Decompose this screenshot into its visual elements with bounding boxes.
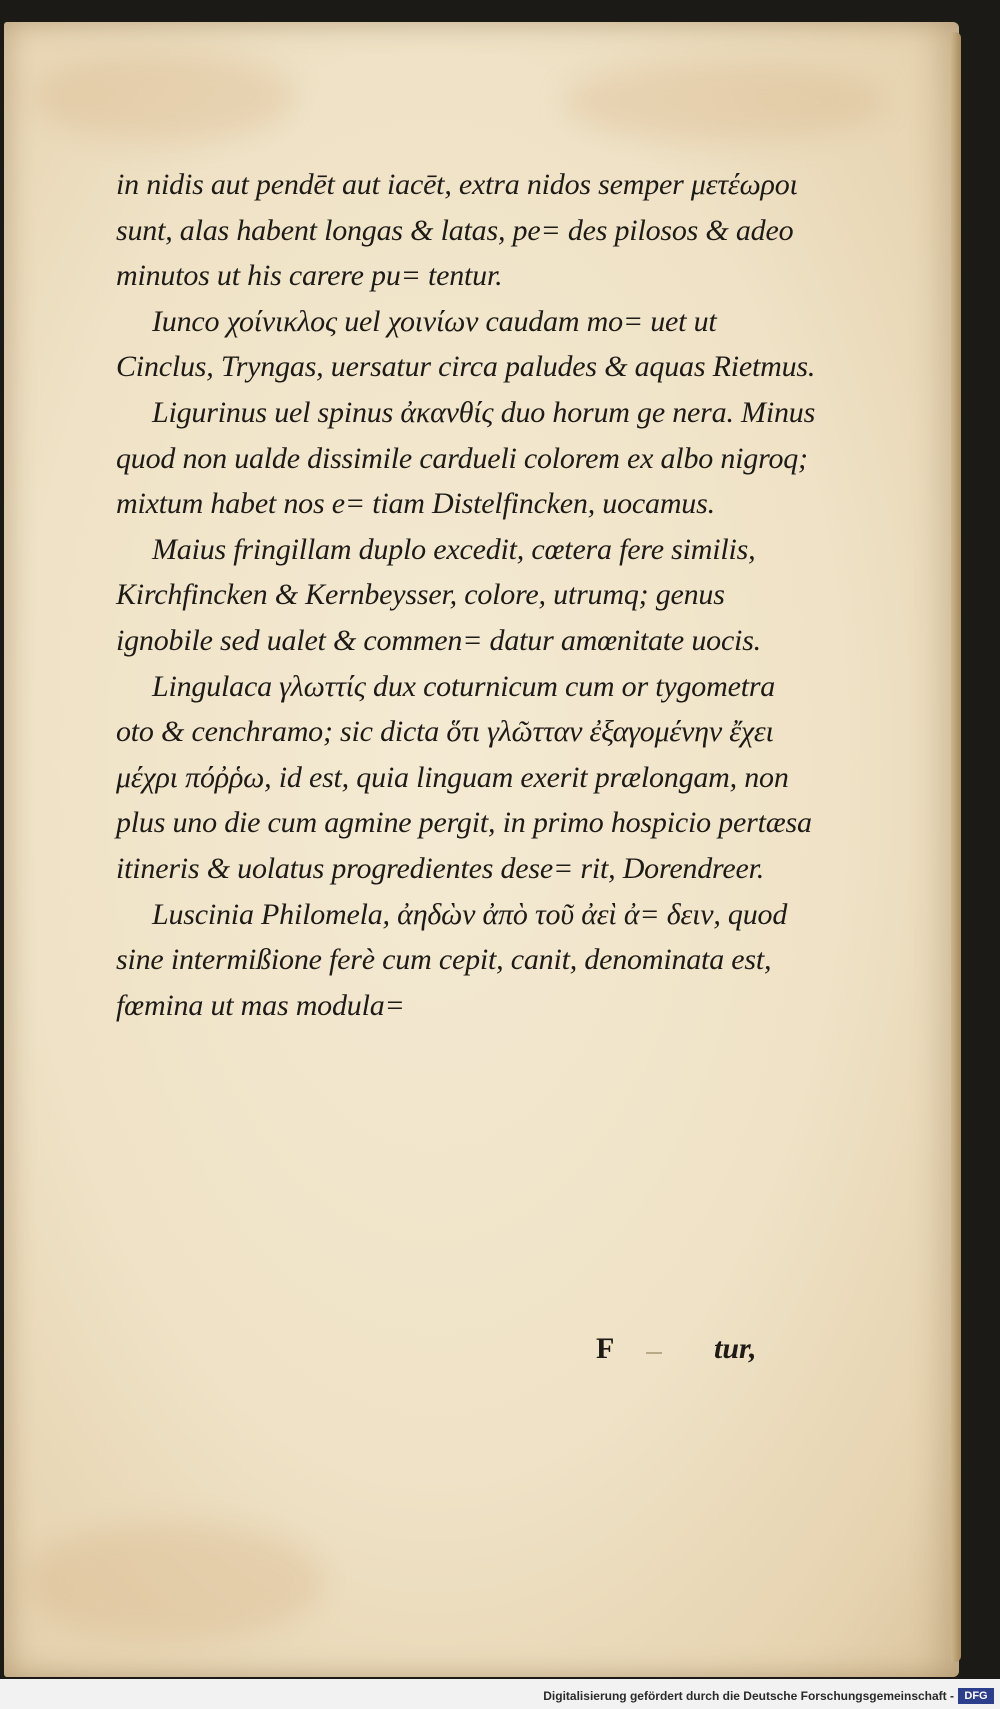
page-foot-line <box>116 1332 806 1382</box>
book-page <box>4 22 959 1677</box>
paragraph: Maius fringillam duplo excedit, cœtera fere similis, Kirchfincken & Kernbeysser, colore, utrumq; genus ignobile sed ualet & commen= datur amœnitate uocis. <box>116 532 761 657</box>
paper-stain <box>24 1522 324 1642</box>
paragraph: Ligurinus uel spinus ἀκανθίς duo horum ge nera. Minus quod non ualde dissimile cardueli colorem ex albo nigroq; mixtum habet nos e= tiam Distelfincken, uocamus. <box>116 395 816 521</box>
paragraph: Iunco χοίνικλος uel χοινίων caudam mo= uet ut Cinclus, Tryngas, uersatur circa paludes & aquas Rietmus. <box>116 304 816 384</box>
paper-stain <box>34 52 294 142</box>
paragraph: in nidis aut pendēt aut iacēt, extra nidos semper μετέωροι sunt, alas habent longas & latas, pe= des pilosos & adeo minutos ut his carere pu= tentur. <box>116 168 798 293</box>
page-edge <box>951 32 961 1662</box>
credit-bar <box>0 1679 1000 1709</box>
signature-mark: F <box>596 1332 615 1365</box>
body-text <box>116 162 816 1028</box>
separator-dash <box>646 1352 662 1354</box>
credit-text: Digitalisierung gefördert durch die Deutsche Forschungsgemeinschaft - <box>543 1689 954 1703</box>
paragraph: Lingulaca γλωττίς dux coturnicum cum or tygometra oto & cenchramo; sic dicta ὅτι γλῶτταν ἐξαγομένην ἔχει μέχρι πόῤῥω, id est, quia linguam exerit prælongam, non plus uno die cum agmine pergit, in primo hospicio pertæsa itineris & uolatus progredientes dese= rit, Dorendreer. <box>116 669 812 885</box>
paper-stain <box>564 62 884 142</box>
dfg-logo-icon: DFG <box>958 1688 994 1704</box>
paragraph: Luscinia Philomela, ἀηδὼν ἀπὸ τοῦ ἀεὶ ἀ= δειν, quod sine intermißione ferè cum cepit, canit, denominata est, fœmina ut mas modula= <box>116 897 788 1022</box>
catchword: tur, <box>714 1332 757 1365</box>
